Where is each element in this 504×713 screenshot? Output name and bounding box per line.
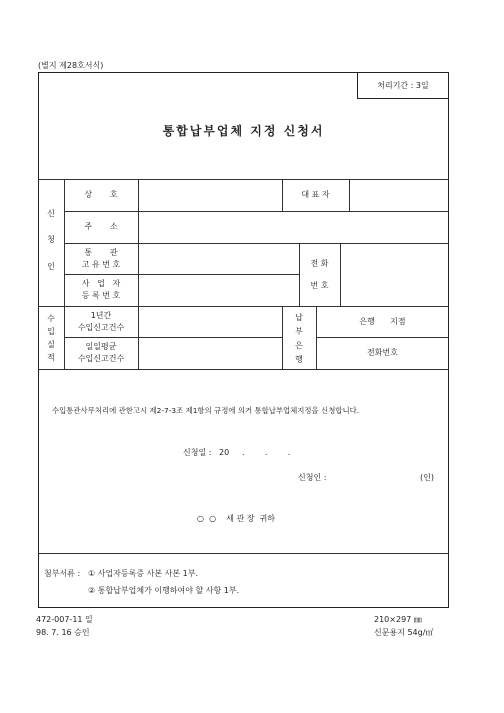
divider [38,369,449,370]
representative-field[interactable] [350,180,448,210]
annual-declarations-label: 1년간 수입신고건수 [77,310,125,332]
customs-code-field[interactable] [139,244,298,273]
trade-name-field[interactable] [139,180,281,210]
business-reg-label: 사 업 자 등 록 번 호 [81,279,121,300]
attachment-item-1: ① 사업자등록증 사본 사본 1부. [88,569,198,578]
address-field[interactable] [139,212,448,242]
daily-average-field[interactable] [139,338,281,368]
form-title: 통합납부업체 지정 신청서 [162,124,325,138]
bank-branch-field[interactable]: 은행 지점 [359,316,406,326]
bank-phone-field[interactable]: 전화번호 [367,348,398,357]
footer-paper-size: 210×297 ㎜ [374,615,422,624]
footer-paper-type: 신문용지 54g/㎡ [374,628,434,637]
processing-period: 처리기간 : 3일 [377,81,429,90]
representative-label: 대 표 자 [301,190,330,199]
phone-label-2: 번 호 [310,281,329,290]
form-number: (별지 제28호서식) [38,61,104,70]
declaration-statement: 수입통관사무처리에 관한고시 제2-7-3조 제1항의 규정에 의거 통합납부업체지정을 신청합니다. [52,406,360,415]
business-reg-field[interactable] [139,275,298,305]
applicant-section-label: 신 청 인 [47,208,55,272]
phone-label-1: 전 화 [310,259,329,268]
daily-average-label: 일일평균 수입신고건수 [77,342,125,363]
address-label: 주 소 [84,222,118,231]
divider [38,553,449,554]
customs-code-label: 통 관 고 유 번 호 [81,247,121,269]
footer-form-code: 472-007-11 일 [36,615,93,624]
footer-approval: 98. 7. 16 승인 [36,628,90,637]
phone-field[interactable] [341,244,448,305]
applicant-signature-label: 신청인 : [298,473,327,482]
payment-bank-label: 납 부 은 행 [295,312,303,364]
trade-name-label: 상 호 [84,190,118,199]
recipient: ○ ○ 세 관 장 귀하 [197,514,276,523]
seal-mark: (인) [420,473,434,482]
annual-declarations-field[interactable] [139,307,281,336]
import-record-section-label: 수 입 실 적 [47,314,55,362]
attachments-label: 첨부서류 : [44,569,81,578]
attachment-item-2: ② 통합납부업체가 이행하여야 할 사항 1부. [88,586,240,595]
application-date[interactable]: 신청일 : 20 . . . [183,448,291,457]
